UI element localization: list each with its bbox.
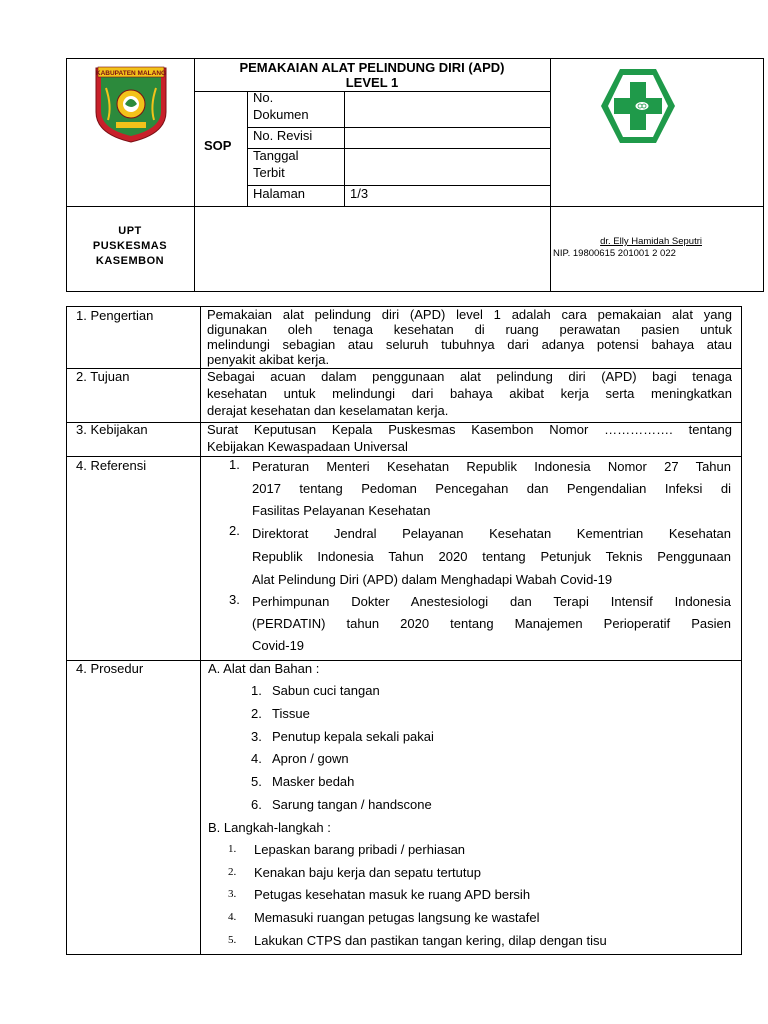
prosedur-a-title: A. Alat dan Bahan : — [208, 661, 320, 676]
langkah-number-5: 5. — [228, 934, 237, 946]
referensi-item-3: Perhimpunan Dokter Anestesiologi dan Terapi Intensif Indonesia (PERDATIN) tahun 2020 tentang Manajemen Perioperatif Pasien Covid-19 — [252, 594, 731, 653]
langkah-item-4: Memasuki ruangan petugas langsung ke wastafel — [254, 910, 540, 925]
alat-item-4: Apron / gown — [272, 751, 349, 766]
field-halaman-label: Halaman — [253, 186, 306, 201]
alat-item-5: Masker bedah — [272, 774, 355, 789]
alat-number-5: 5. — [251, 774, 262, 789]
referensi-item-2: Direktorat Jendral Pelayanan Kesehatan Kementrian Kesehatan Republik Indonesia Tahun 2020 tentang Petunjuk Teknis Penggunaan Alat Pelindung Diri (APD) dalam Menghadapi Wabah Covid-19 — [252, 526, 731, 587]
pengertian-label: 1. Pengertian — [76, 308, 154, 323]
title-line-1: PEMAKAIAN ALAT PELINDUNG DIRI (APD) — [239, 60, 505, 75]
alat-number-1: 1. — [251, 683, 262, 698]
kabupaten-malang-logo — [92, 62, 170, 144]
referensi-number-2: 2. — [229, 523, 240, 538]
alat-number-4: 4. — [251, 751, 262, 766]
alat-number-2: 2. — [251, 706, 262, 721]
kebijakan-label: 3. Kebijakan — [76, 422, 148, 437]
organization-name: UPT PUSKESMAS KASEMBON — [92, 225, 168, 267]
langkah-item-1: Lepaskan barang pribadi / perhiasan — [254, 842, 466, 857]
referensi-number-1: 1. — [229, 457, 240, 472]
tujuan-text: Sebagai acuan dalam penggunaan alat pelindung diri (APD) bagi tenaga kesehatan untuk melindungi dari bahaya akibat kerja serta meningkatkan derajat kesehatan dan keselamatan kerja. — [207, 369, 732, 418]
signer-nip: NIP. 19800615 201001 2 022 — [553, 248, 676, 259]
alat-item-6: Sarung tangan / handscone — [272, 797, 432, 812]
field-no-dokumen-label: No. Dokumen — [253, 90, 309, 122]
puskesmas-logo — [598, 66, 678, 146]
signer-name: dr. Elly Hamidah Seputri — [600, 236, 702, 247]
alat-number-6: 6. — [251, 797, 262, 812]
referensi-item-1: Peraturan Menteri Kesehatan Republik Indonesia Nomor 27 Tahun 2017 tentang Pedoman Pencegahan dan Pengendalian Infeksi di Fasilitas Pelayanan Kesehatan — [252, 459, 731, 518]
document-title — [194, 60, 550, 90]
prosedur-label: 4. Prosedur — [76, 661, 144, 676]
field-tanggal-terbit-label: Tanggal Terbit — [253, 148, 299, 180]
langkah-number-2: 2. — [228, 866, 237, 878]
langkah-number-1: 1. — [228, 843, 237, 855]
prosedur-b-title: B. Langkah-langkah : — [208, 820, 331, 835]
logo-caption: KABUPATEN MALANG — [95, 70, 167, 77]
alat-item-1: Sabun cuci tangan — [272, 683, 380, 698]
referensi-label: 4. Referensi — [76, 458, 147, 473]
sop-label: SOP — [204, 138, 232, 153]
referensi-number-3: 3. — [229, 592, 240, 607]
alat-item-2: Tissue — [272, 706, 310, 721]
langkah-number-3: 3. — [228, 888, 237, 900]
tujuan-label: 2. Tujuan — [76, 369, 130, 384]
title-line-2: LEVEL 1 — [345, 75, 399, 90]
langkah-item-2: Kenakan baju kerja dan sepatu tertutup — [254, 865, 481, 880]
langkah-item-5: Lakukan CTPS dan pastikan tangan kering, dilap dengan tisu — [254, 933, 607, 948]
alat-item-3: Penutup kepala sekali pakai — [272, 729, 434, 744]
field-no-revisi-label: No. Revisi — [253, 128, 313, 143]
field-halaman-value: 1/3 — [350, 186, 369, 201]
pengertian-text: Pemakaian alat pelindung diri (APD) level 1 adalah cara pemakaian alat yang digunakan oleh tenaga kesehatan di ruang perawatan pasien untuk melindungi sebagian atau seluruh tubuhnya dari adanya potensi bahaya atau penyakit akibat kerja. — [207, 307, 732, 367]
kebijakan-text: Surat Keputusan Kepala Puskesmas Kasembon Nomor ……………. tentang Kebijakan Kewaspadaan Universal — [207, 422, 732, 454]
langkah-item-3: Petugas kesehatan masuk ke ruang APD bersih — [254, 887, 531, 902]
alat-number-3: 3. — [251, 729, 262, 744]
langkah-number-4: 4. — [228, 911, 237, 923]
